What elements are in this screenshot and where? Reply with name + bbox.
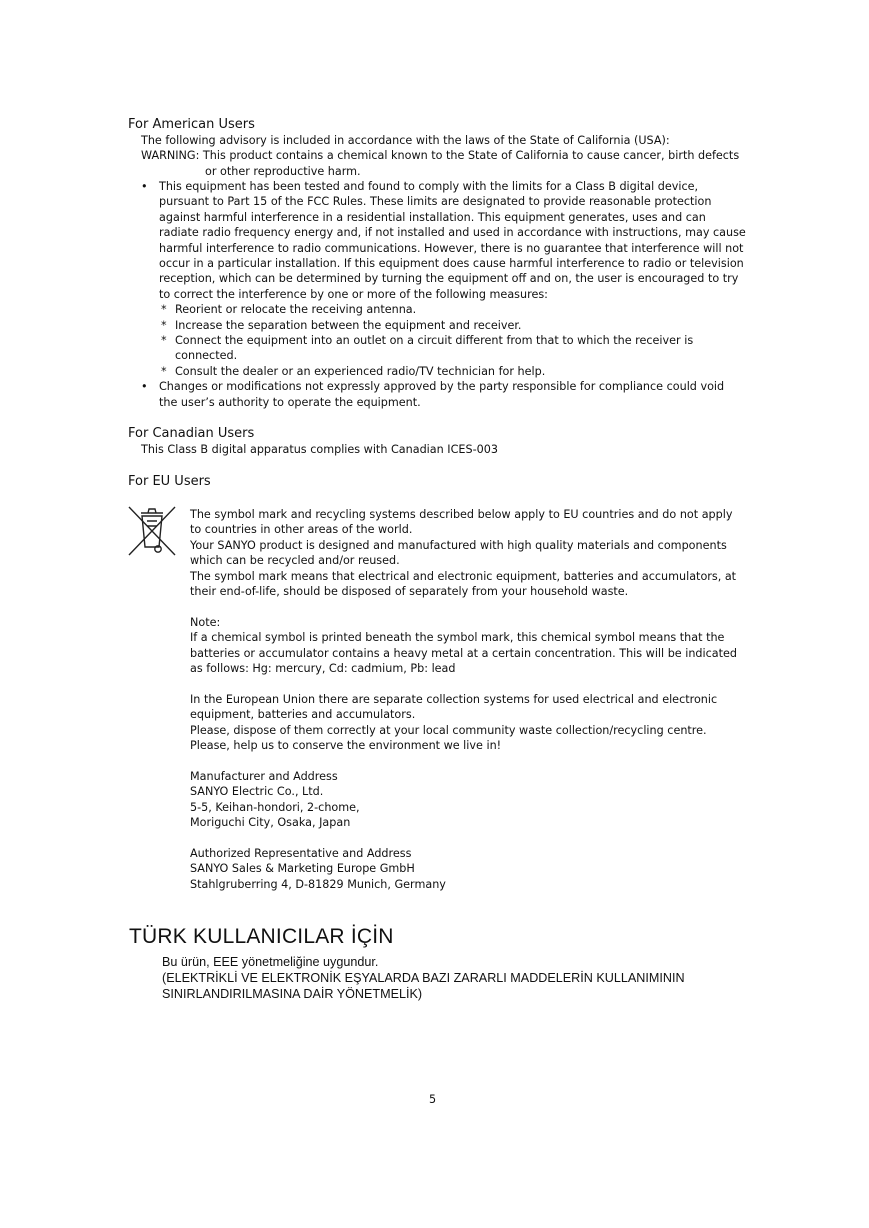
spacer: [190, 676, 750, 691]
representative-line: Stahlgruberring 4, D-81829 Munich, Germany: [190, 877, 446, 891]
note-label: Note:: [190, 615, 221, 629]
measure-item: * Connect the equipment into an outlet on a circuit different from that to which the receiver is connected.: [159, 333, 746, 364]
manufacturer-line: Manufacturer and Address: [190, 769, 338, 783]
eu-line: their end-of-life, should be disposed of separately from your household waste.: [190, 585, 629, 599]
eu-line: to countries in other areas of the world.: [190, 523, 413, 537]
spacer: [190, 830, 750, 845]
measure-item: * Consult the dealer or an experienced radio/TV technician for help.: [159, 364, 746, 379]
canadian-users-heading: For Canadian Users: [128, 426, 255, 441]
eu-line: Your SANYO product is designed and manufactured with high quality materials and components: [190, 538, 727, 552]
american-users-heading: For American Users: [128, 117, 255, 132]
crossed-out-wheelie-bin-icon: [127, 505, 177, 557]
measures-list: [159, 302, 746, 379]
page-number: 5: [429, 1093, 437, 1106]
turkish-users-heading: TÜRK KULLANICILAR İÇİN: [129, 925, 394, 948]
warning-line-1: WARNING: This product contains a chemical known to the State of California to cause cancer, birth defects: [141, 149, 740, 162]
note-line: If a chemical symbol is printed beneath the symbol mark, this chemical symbol means that the: [190, 631, 725, 645]
eu-line: which can be recycled and/or reused.: [190, 554, 400, 568]
eu-users-heading: For EU Users: [128, 474, 211, 489]
measure-item: * Reorient or relocate the receiving antenna.: [159, 302, 746, 317]
fcc-compliance-text: • This equipment has been tested and found to comply with the limits for a Class B digital device, pursuant to Part 15 of the FCC Rules. These limits are designated to provide reasonable protection against harmful interference in a residential installation. This equipment generates, uses and can radiate radio frequency energy and, if not installed and used in accordance with instructions, may cause harmful interference to radio communications. However, there is no guarantee that interference will not occur in a particular installation. If this equipment does cause harmful interference to radio or television reception, which can be determined by turning the equipment off and on, the user is encouraged to try to correct the interference by one or more of the following measures:: [159, 180, 746, 301]
manufacturer-line: Moriguchi City, Osaka, Japan: [190, 816, 351, 830]
spacer: [190, 753, 750, 768]
note-line: as follows: Hg: mercury, Cd: cadmium, Pb: lead: [190, 662, 456, 676]
fcc-bullet: [141, 179, 746, 379]
representative-line: SANYO Sales & Marketing Europe GmbH: [190, 862, 415, 876]
manufacturer-line: 5-5, Keihan-hondori, 2-chome,: [190, 800, 360, 814]
spacer: [190, 599, 750, 614]
california-advisory: The following advisory is included in accordance with the laws of the State of California (USA):: [141, 134, 670, 147]
warning-line-2: or other reproductive harm.: [205, 165, 361, 178]
eu-line: The symbol mark and recycling systems described below apply to EU countries and do not apply: [190, 508, 733, 521]
fcc-section: [141, 179, 746, 410]
collection-line: In the European Union there are separate collection systems for used electrical and electronic: [190, 692, 718, 706]
representative-line: Authorized Representative and Address: [190, 846, 412, 860]
collection-line: equipment, batteries and accumulators.: [190, 708, 416, 722]
collection-line: Please, help us to conserve the environment we live in!: [190, 739, 502, 753]
eu-recycling-text: [190, 507, 750, 892]
turkish-line-3: SINIRLANDIRILMASINA DAİR YÖNETMELİK): [162, 987, 423, 1001]
collection-line: Please, dispose of them correctly at your local community waste collection/recycling centre.: [190, 723, 707, 737]
manufacturer-line: SANYO Electric Co., Ltd.: [190, 785, 324, 799]
turkish-line-1: Bu ürün, EEE yönetmeliğine uygundur.: [162, 955, 379, 969]
note-line: batteries or accumulator contains a heavy metal at a certain concentration. This will be indicated: [190, 646, 738, 660]
turkish-line-2: (ELEKTRİKLİ VE ELEKTRONİK EŞYALARDA BAZI ZARARLI MADDELERİN KULLANIMININ: [162, 971, 685, 985]
eu-line: The symbol mark means that electrical and electronic equipment, batteries and accumulators, at: [190, 569, 737, 583]
measure-item: * Increase the separation between the equipment and receiver.: [159, 318, 746, 333]
canadian-ices-text: This Class B digital apparatus complies with Canadian ICES-003: [141, 443, 498, 456]
modifications-bullet: • Changes or modifications not expressly approved by the party responsible for compliance could void the user’s authority to operate the equipment.: [141, 379, 746, 410]
